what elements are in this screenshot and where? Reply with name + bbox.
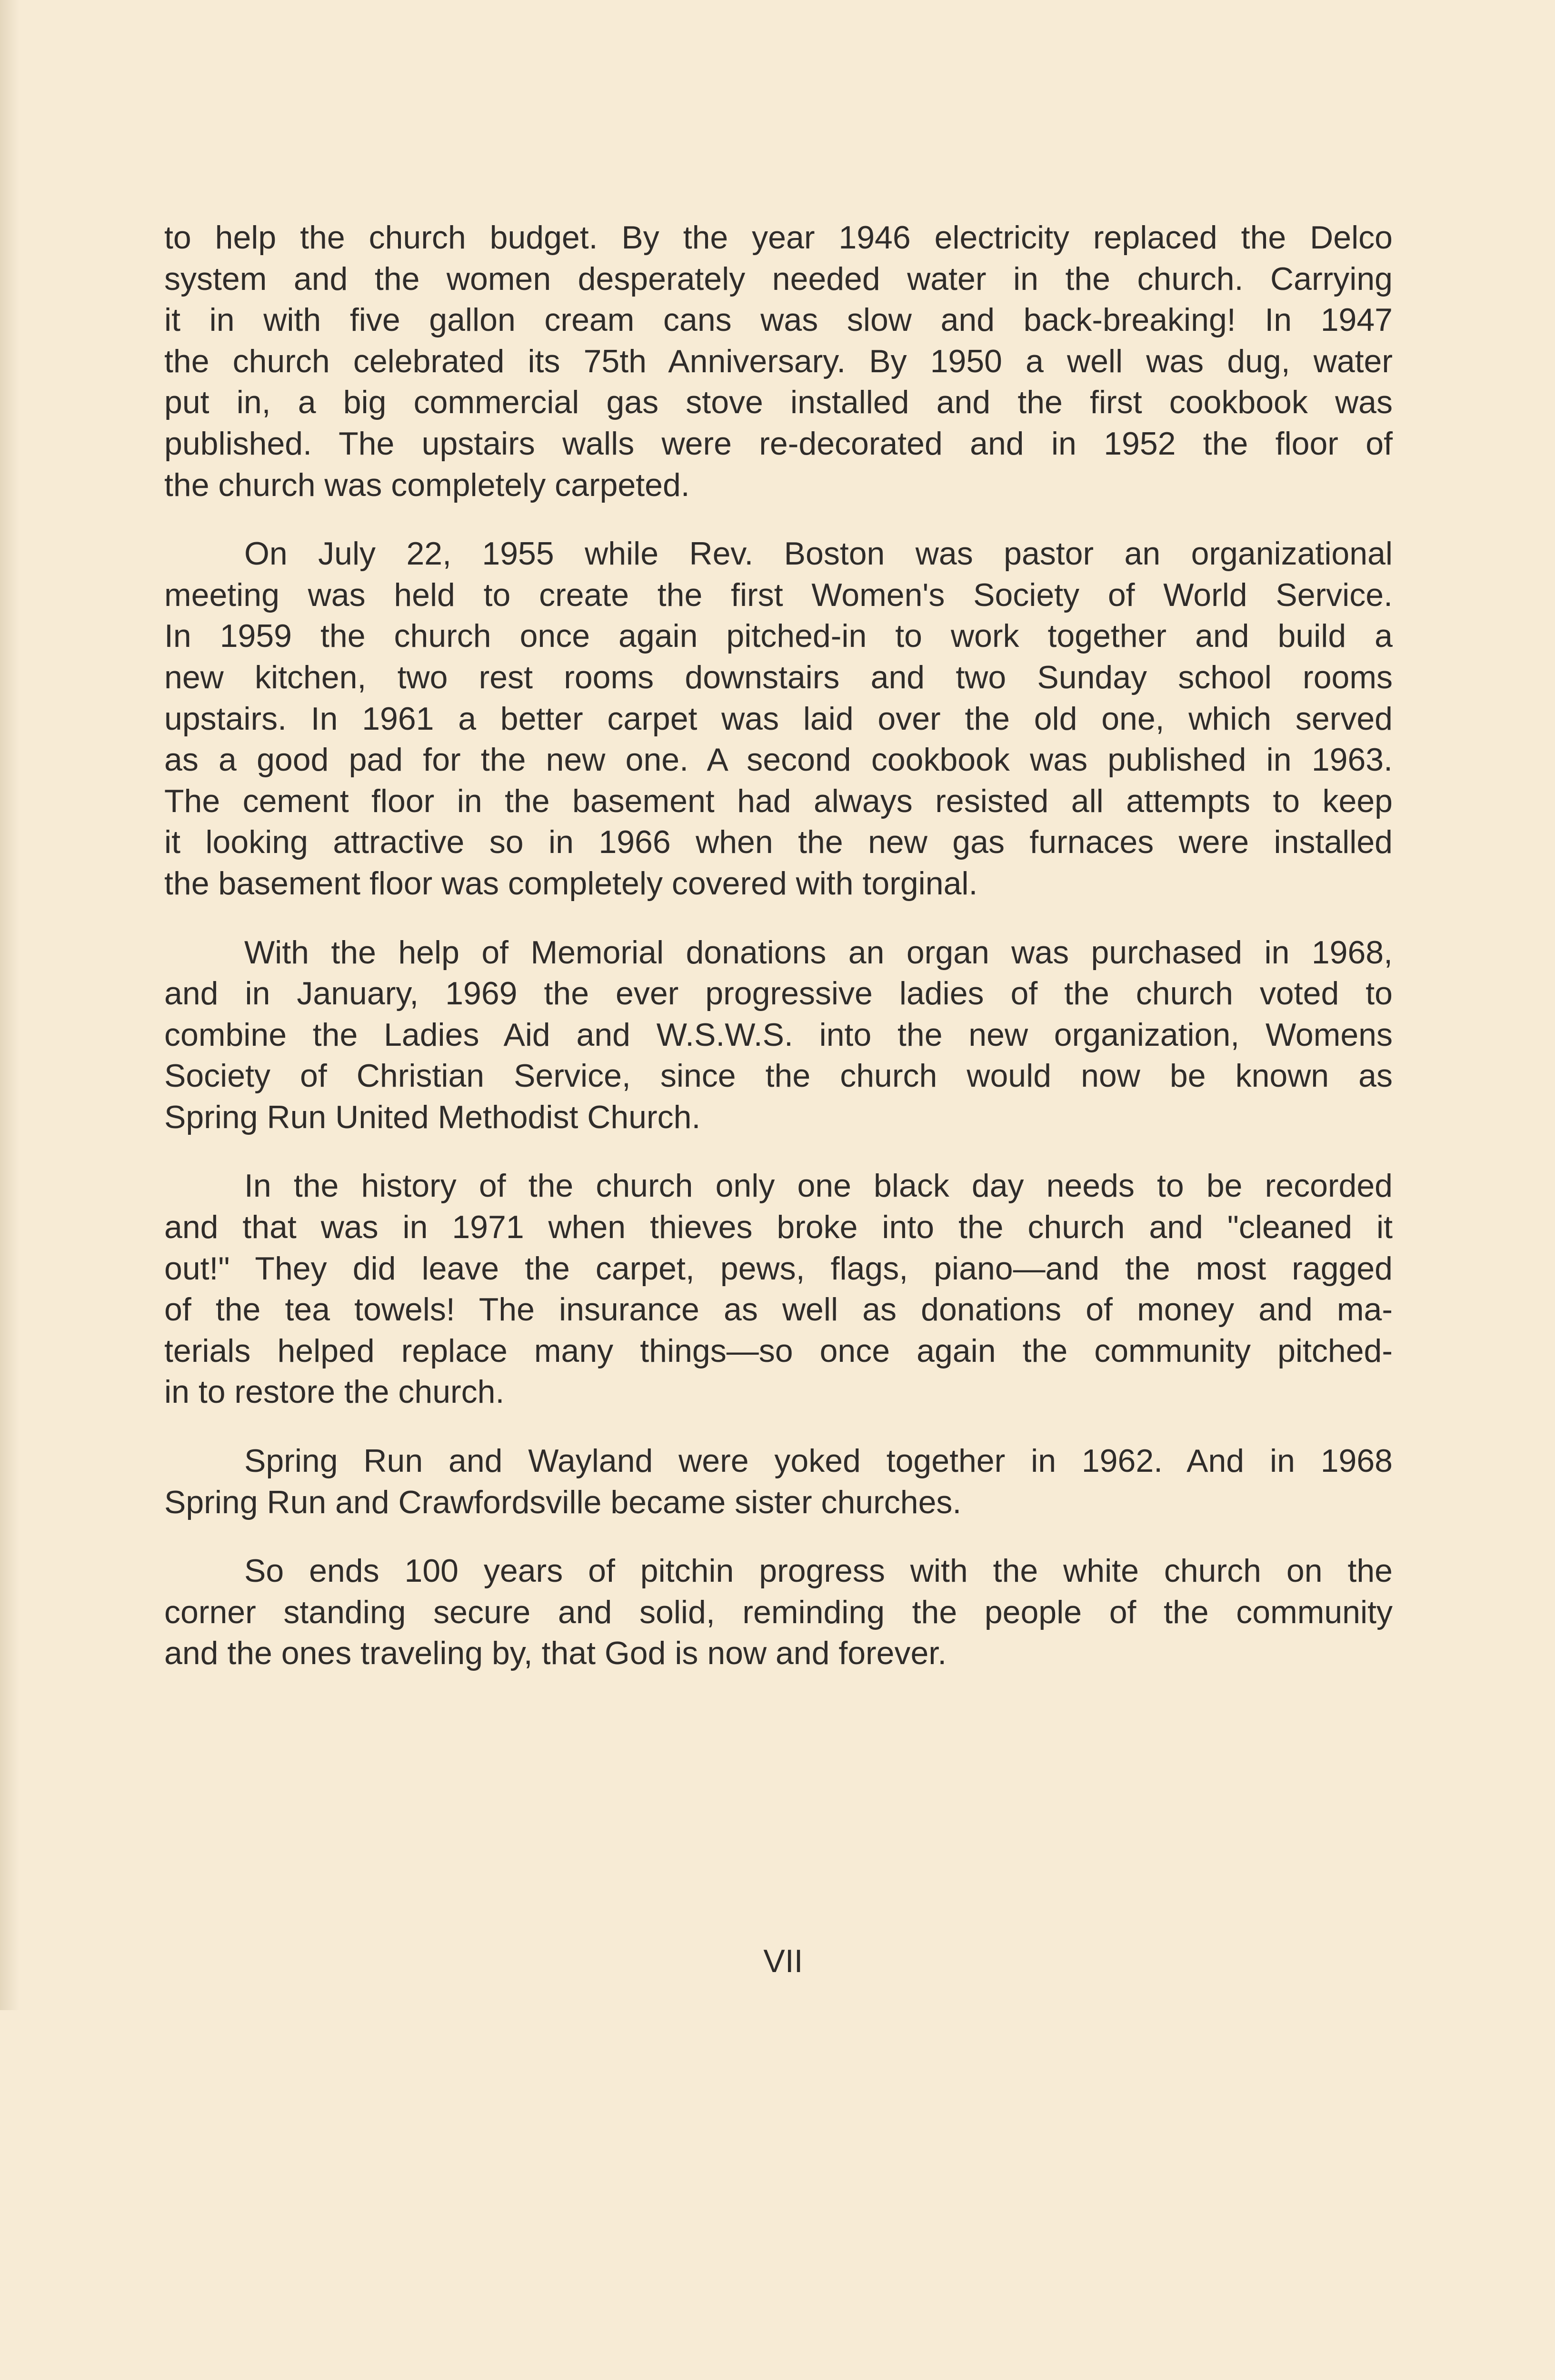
text-line: upstairs. In 1961 a better carpet was laid over the old one, which served xyxy=(164,700,1393,737)
paragraph xyxy=(164,1440,1393,1523)
text-line: new kitchen, two rest rooms downstairs and two Sunday school rooms xyxy=(164,659,1393,695)
text-line: system and the women desperately needed water in the church. Carrying xyxy=(164,260,1393,297)
text-line: corner standing secure and solid, reminding the people of the community xyxy=(164,1594,1393,1630)
text-line: On July 22, 1955 while Rev. Boston was pastor an organizational xyxy=(244,536,1393,572)
text-line: So ends 100 years of pitchin progress with the white church on the xyxy=(244,1553,1393,1589)
paragraph xyxy=(164,217,1393,506)
paragraph xyxy=(164,932,1393,1138)
text-line: Society of Christian Service, since the church would now be known as xyxy=(164,1058,1393,1094)
page-number: VII xyxy=(763,1943,803,1979)
text-line: Spring Run and Crawfordsville became sister churches. xyxy=(164,1484,962,1520)
text-line: out!" They did leave the carpet, pews, flags, piano—and the most ragged xyxy=(164,1250,1393,1287)
text-line: combine the Ladies Aid and W.S.W.S. into the new organization, Womens xyxy=(164,1016,1393,1053)
text-line: and the ones traveling by, that God is now and forever. xyxy=(164,1635,947,1672)
text-line: of the tea towels! The insurance as well as donations of money and ma- xyxy=(164,1291,1393,1328)
text-line: Spring Run United Methodist Church. xyxy=(164,1099,701,1135)
text-line: as a good pad for the new one. A second cookbook was published in 1963. xyxy=(164,742,1393,778)
paragraph xyxy=(164,1165,1393,1413)
text-line: terials helped replace many things—so once again the community pitched- xyxy=(164,1332,1393,1369)
text-line: the church celebrated its 75th Anniversary. By 1950 a well was dug, water xyxy=(164,343,1393,379)
text-line: published. The upstairs walls were re-decorated and in 1952 the floor of xyxy=(164,425,1393,462)
text-line: The cement floor in the basement had always resisted all attempts to keep xyxy=(164,783,1393,819)
paragraph xyxy=(164,1550,1393,1674)
text-line: it looking attractive so in 1966 when the new gas furnaces were installed xyxy=(164,824,1393,861)
document-body xyxy=(164,217,1393,1674)
text-line: Spring Run and Wayland were yoked together in 1962. And in 1968 xyxy=(244,1443,1393,1479)
text-line: and that was in 1971 when thieves broke into the church and "cleaned it xyxy=(164,1209,1393,1246)
text-line: in to restore the church. xyxy=(164,1374,505,1410)
text-line: the basement floor was completely covered with torginal. xyxy=(164,865,978,902)
text-line: With the help of Memorial donations an organ was purchased in 1968, xyxy=(244,934,1393,971)
paragraph xyxy=(164,533,1393,904)
text-line: In 1959 the church once again pitched-in to work together and build a xyxy=(164,618,1393,654)
bottom-margin xyxy=(0,1982,1555,2010)
text-line: to help the church budget. By the year 1946 electricity replaced the Delco xyxy=(164,219,1393,256)
text-line: and in January, 1969 the ever progressive ladies of the church voted to xyxy=(164,975,1393,1012)
text-line: the church was completely carpeted. xyxy=(164,466,690,503)
text-line: meeting was held to create the first Women's Society of World Service. xyxy=(164,576,1393,613)
text-line: put in, a big commercial gas stove installed and the first cookbook was xyxy=(164,384,1393,421)
text-line: it in with five gallon cream cans was slow and back-breaking! In 1947 xyxy=(164,302,1393,338)
text-line: In the history of the church only one black day needs to be recorded xyxy=(244,1168,1393,1204)
